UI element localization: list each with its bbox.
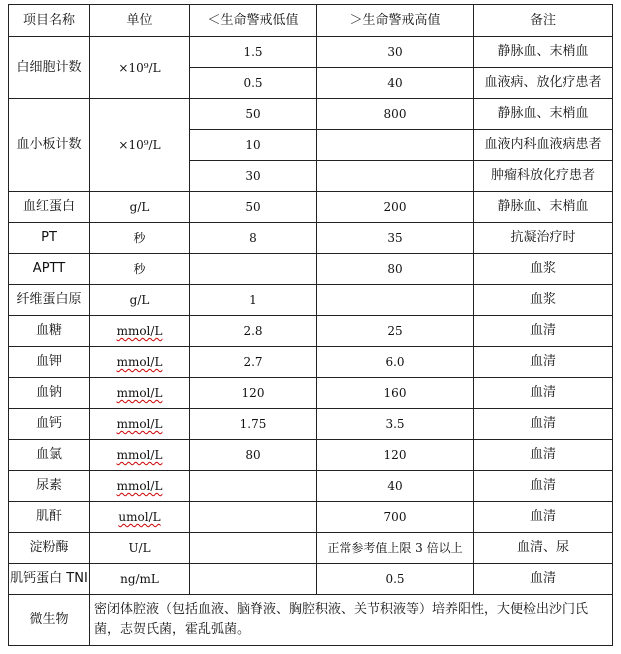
low-value-cell: 50 [190, 99, 317, 130]
low-value-cell: 1.5 [190, 37, 317, 68]
low-value-cell: 80 [190, 440, 317, 471]
remark-cell: 静脉血、末梢血 [474, 99, 613, 130]
high-value-cell [317, 285, 474, 316]
table-row [9, 223, 613, 254]
remark-cell: 血清 [474, 378, 613, 409]
unit-text: ×10⁹/L [118, 60, 161, 75]
low-value-cell: 1.75 [190, 409, 317, 440]
table-row [9, 471, 613, 502]
header-item-name: 项目名称 [9, 5, 90, 37]
low-value-cell [190, 533, 317, 564]
item-name-cell: 肌钙蛋白 TNI [9, 564, 90, 595]
table-row [9, 440, 613, 471]
table-row [9, 533, 613, 564]
remark-cell: 血清 [474, 502, 613, 533]
table-row [9, 192, 613, 223]
item-name-cell: 血糖 [9, 316, 90, 347]
remark-cell: 抗凝治疗时 [474, 223, 613, 254]
high-value-cell: 25 [317, 316, 474, 347]
remark-cell: 静脉血、末梢血 [474, 192, 613, 223]
unit-cell [90, 533, 190, 564]
table-row [9, 564, 613, 595]
unit-text: ng/mL [120, 572, 159, 586]
low-value-cell [190, 502, 317, 533]
high-value-cell: 35 [317, 223, 474, 254]
unit-cell [90, 99, 190, 192]
table-row [9, 347, 613, 378]
low-value-cell: 2.8 [190, 316, 317, 347]
high-value-cell: 700 [317, 502, 474, 533]
high-value-cell: 80 [317, 254, 474, 285]
high-value-cell: 0.5 [317, 564, 474, 595]
unit-cell [90, 502, 190, 533]
high-value-cell: 6.0 [317, 347, 474, 378]
remark-cell: 血清 [474, 440, 613, 471]
unit-text: 秒 [133, 262, 146, 276]
high-value-cell [317, 161, 474, 192]
table-row [9, 409, 613, 440]
header-row [9, 5, 613, 37]
low-value-cell [190, 564, 317, 595]
table-body [9, 37, 613, 646]
unit-cell [90, 378, 190, 409]
unit-text: 秒 [133, 231, 146, 245]
remark-cell: 血清 [474, 564, 613, 595]
unit-cell [90, 564, 190, 595]
unit-text: ×10⁹/L [118, 138, 161, 152]
unit-text: g/L [129, 200, 150, 214]
remark-cell: 血液病、放化疗患者 [474, 68, 613, 99]
remark-cell: 血浆 [474, 285, 613, 316]
table-row [9, 378, 613, 409]
low-value-cell: 8 [190, 223, 317, 254]
high-value-cell: 30 [317, 37, 474, 68]
item-name-cell: 血钠 [9, 378, 90, 409]
table-row [9, 316, 613, 347]
unit-cell [90, 37, 190, 99]
header-remark: 备注 [474, 5, 613, 37]
high-value-cell: 正常参考值上限 3 倍以上 [317, 533, 474, 564]
remark-cell: 血浆 [474, 254, 613, 285]
high-value-cell [317, 130, 474, 161]
high-value-cell: 120 [317, 440, 474, 471]
unit-cell [90, 254, 190, 285]
unit-cell [90, 316, 190, 347]
table-row [9, 502, 613, 533]
table-row [9, 285, 613, 316]
low-value-cell: 10 [190, 130, 317, 161]
unit-cell [90, 285, 190, 316]
table-row [9, 37, 613, 68]
low-value-cell: 1 [190, 285, 317, 316]
unit-text: mmol/L [116, 324, 163, 338]
item-name-cell: 尿素 [9, 471, 90, 502]
high-value-cell: 40 [317, 471, 474, 502]
high-value-cell: 160 [317, 378, 474, 409]
unit-cell [90, 192, 190, 223]
unit-text: mmol/L [116, 386, 163, 400]
item-name-cell: 血红蛋白 [9, 192, 90, 223]
item-name-cell: 血氯 [9, 440, 90, 471]
high-value-cell: 800 [317, 99, 474, 130]
low-value-cell [190, 254, 317, 285]
table-row [9, 99, 613, 130]
table-row-microbe [9, 595, 613, 646]
item-name-cell: PT [9, 223, 90, 254]
remark-cell: 血清 [474, 347, 613, 378]
unit-text: mmol/L [116, 417, 163, 431]
unit-text: umol/L [118, 510, 161, 524]
high-value-cell: 40 [317, 68, 474, 99]
unit-cell [90, 347, 190, 378]
unit-cell [90, 223, 190, 254]
low-value-cell: 0.5 [190, 68, 317, 99]
header-low-value: ＜生命警戒低值 [190, 5, 317, 37]
unit-cell [90, 409, 190, 440]
unit-cell [90, 471, 190, 502]
item-name-cell: 纤维蛋白原 [9, 285, 90, 316]
item-name-cell: 血钾 [9, 347, 90, 378]
remark-cell: 血清 [474, 409, 613, 440]
remark-cell: 血液内科血液病患者 [474, 130, 613, 161]
high-value-cell: 3.5 [317, 409, 474, 440]
remark-cell: 静脉血、末梢血 [474, 37, 613, 68]
low-value-cell: 2.7 [190, 347, 317, 378]
header-unit: 单位 [90, 5, 190, 37]
remark-cell: 肿瘤科放化疗患者 [474, 161, 613, 192]
unit-text: mmol/L [116, 448, 163, 462]
table-row [9, 254, 613, 285]
header-high-value: ＞生命警戒高值 [317, 5, 474, 37]
remark-cell: 血清 [474, 471, 613, 502]
unit-text: U/L [128, 541, 151, 555]
item-name-cell: APTT [9, 254, 90, 285]
critical-values-table [8, 4, 613, 646]
microbe-description: 密闭体腔液（包括血液、脑脊液、胸腔积液、关节积液等）培养阳性，大便检出沙门氏菌，志贺氏菌，霍乱弧菌。 [90, 595, 613, 646]
item-name-cell: 血钙 [9, 409, 90, 440]
high-value-cell: 200 [317, 192, 474, 223]
remark-cell: 血清 [474, 316, 613, 347]
microbe-name: 微生物 [9, 595, 90, 646]
item-name-cell: 肌酐 [9, 502, 90, 533]
item-name-cell: 淀粉酶 [9, 533, 90, 564]
item-name-cell: 血小板计数 [9, 99, 90, 192]
remark-cell: 血清、尿 [474, 533, 613, 564]
low-value-cell: 120 [190, 378, 317, 409]
unit-cell [90, 440, 190, 471]
low-value-cell [190, 471, 317, 502]
low-value-cell: 30 [190, 161, 317, 192]
unit-text: g/L [129, 293, 150, 307]
unit-text: mmol/L [116, 355, 163, 369]
unit-text: mmol/L [116, 479, 163, 493]
item-name-cell: 白细胞计数 [9, 37, 90, 99]
low-value-cell: 50 [190, 192, 317, 223]
